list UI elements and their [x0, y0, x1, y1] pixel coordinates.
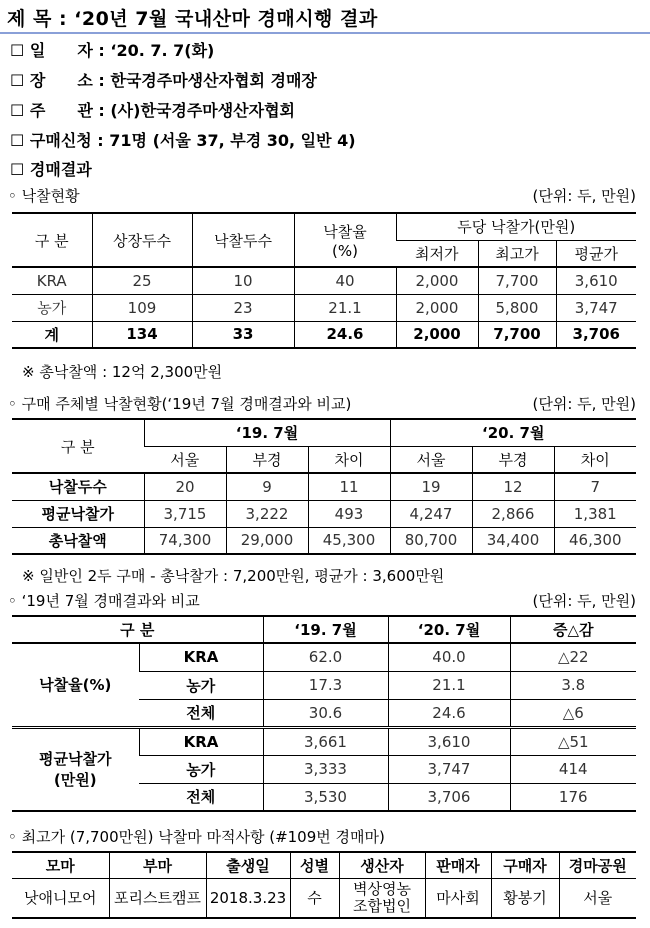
cell: 46,300	[554, 527, 636, 554]
t2-h-y20: ‘20. 7월	[390, 419, 636, 446]
cell: 109	[92, 294, 192, 321]
row-name: KRA	[12, 267, 92, 294]
cell: 1,381	[554, 500, 636, 527]
info-date: ☐ 일 자 : ‘20. 7. 7(화)	[10, 41, 215, 60]
cell: 3,747	[388, 755, 510, 783]
info-applicants: ☐ 구매신청 : 71명 (서울 37, 부경 30, 일반 4)	[10, 131, 356, 150]
cell: 24.6	[294, 321, 396, 348]
cell: 3,706	[556, 321, 636, 348]
cell: 3.8	[510, 671, 636, 699]
table-row	[12, 473, 636, 500]
info-place: ☐ 장 소 : 한국경주마생산자협회 경매장	[10, 71, 317, 90]
t1-heading: ◦ 낙찰현황	[8, 187, 80, 205]
t1-h-rate-label: 낙찰율	[323, 222, 367, 241]
cell: △51	[510, 727, 636, 755]
cell: 3,715	[144, 500, 226, 527]
row-name: 총낙찰액	[12, 527, 144, 554]
table-row	[12, 500, 636, 527]
table-row	[12, 878, 636, 918]
t3-group-avg-unit: (만원)	[53, 771, 97, 790]
t4-h-mare: 모마	[12, 852, 109, 878]
cell: 40	[294, 267, 396, 294]
t4-h-buyer: 구매자	[491, 852, 559, 878]
cell: 17.3	[263, 671, 388, 699]
t2-note: ※ 일반인 2두 구매 - 총낙찰가 : 7,200만원, 평균가 : 3,600만원	[22, 567, 445, 585]
cell: 33	[192, 321, 294, 348]
t3-group-avg	[12, 727, 139, 811]
info-host: ☐ 주 관 : (사)한국경주마생산자협회	[10, 101, 296, 120]
cell-buyer: 황봉기	[491, 878, 559, 918]
row-name: 전체	[139, 699, 263, 727]
document-title: 제 목 : ‘20년 7월 국내산마 경매시행 결과	[7, 8, 378, 30]
t1-note: ※ 총낙찰액 : 12억 2,300만원	[22, 363, 223, 381]
cell: 24.6	[388, 699, 510, 727]
t3-h-y19: ‘19. 7월	[263, 616, 388, 643]
cell: 34,400	[472, 527, 554, 554]
cell: 4,247	[390, 500, 472, 527]
t1-h-sold: 낙찰두수	[192, 213, 294, 267]
t1-h-min: 최저가	[396, 240, 478, 267]
row-name: 계	[12, 321, 92, 348]
t1-h-listed: 상장두수	[92, 213, 192, 267]
cell: 3,610	[556, 267, 636, 294]
t4-h-sire: 부마	[109, 852, 206, 878]
yearly-comparison-table	[12, 615, 636, 812]
row-name: 농가	[139, 755, 263, 783]
t4-h-birth: 출생일	[206, 852, 290, 878]
t4-heading: ◦ 최고가 (7,700만원) 낙찰마 마적사항 (#109번 경매마)	[8, 828, 385, 846]
breeder-line1: 벽상영농	[353, 879, 411, 898]
t3-h-gubun: 구 분	[12, 616, 263, 643]
t2-h-diff: 차이	[308, 446, 390, 473]
t4-h-seller: 판매자	[425, 852, 491, 878]
t1-h-gubun: 구 분	[12, 213, 92, 267]
row-name: 낙찰두수	[12, 473, 144, 500]
t2-h-seoul: 서울	[144, 446, 226, 473]
cell: △6	[510, 699, 636, 727]
t3-h-y20: ‘20. 7월	[388, 616, 510, 643]
row-name: KRA	[139, 643, 263, 671]
t3-group-rate: 낙찰율(%)	[12, 643, 139, 727]
top-horse-table	[12, 851, 636, 919]
table-row	[12, 727, 636, 755]
t3-heading: ◦ ‘19년 7월 경매결과와 비교	[8, 592, 200, 610]
info-results: ☐ 경매결과	[10, 160, 92, 179]
cell: 10	[192, 267, 294, 294]
cell: 25	[92, 267, 192, 294]
cell-sex: 수	[290, 878, 339, 918]
title-underline	[0, 32, 650, 34]
t2-h-bugyeong: 부경	[472, 446, 554, 473]
cell: 62.0	[263, 643, 388, 671]
cell: 74,300	[144, 527, 226, 554]
cell: 3,222	[226, 500, 308, 527]
cell-sire: 포리스트캠프	[109, 878, 206, 918]
buyer-status-table	[12, 418, 636, 555]
t3-h-chg: 증△감	[510, 616, 636, 643]
cell: 21.1	[294, 294, 396, 321]
cell: 5,800	[478, 294, 556, 321]
cell: 19	[390, 473, 472, 500]
row-name: 평균낙찰가	[12, 500, 144, 527]
cell: 3,530	[263, 783, 388, 811]
t4-h-breeder: 생산자	[339, 852, 425, 878]
cell: 2,000	[396, 267, 478, 294]
cell: 45,300	[308, 527, 390, 554]
t1-h-rate	[294, 213, 396, 267]
t2-h-diff: 차이	[554, 446, 636, 473]
cell: 3,661	[263, 727, 388, 755]
cell-mare: 낫애니모어	[12, 878, 109, 918]
cell: 20	[144, 473, 226, 500]
cell-park: 서울	[559, 878, 636, 918]
breeder-line2: 조합법인	[353, 896, 411, 915]
cell: 493	[308, 500, 390, 527]
cell: 7	[554, 473, 636, 500]
row-name: 농가	[139, 671, 263, 699]
cell: 7,700	[478, 321, 556, 348]
cell: 7,700	[478, 267, 556, 294]
table-row	[12, 527, 636, 554]
cell: 3,610	[388, 727, 510, 755]
cell: 3,333	[263, 755, 388, 783]
cell: 12	[472, 473, 554, 500]
t1-unit: (단위: 두, 만원)	[532, 187, 636, 205]
cell: 3,747	[556, 294, 636, 321]
cell: 21.1	[388, 671, 510, 699]
cell: 29,000	[226, 527, 308, 554]
cell: 9	[226, 473, 308, 500]
cell: 414	[510, 755, 636, 783]
t2-h-seoul: 서울	[390, 446, 472, 473]
cell: 11	[308, 473, 390, 500]
cell-breeder	[339, 878, 425, 918]
t4-h-park: 경마공원	[559, 852, 636, 878]
row-name: 농가	[12, 294, 92, 321]
row-name: KRA	[139, 727, 263, 755]
cell: 2,000	[396, 294, 478, 321]
t1-h-avg: 평균가	[556, 240, 636, 267]
cell: 23	[192, 294, 294, 321]
t2-h-bugyeong: 부경	[226, 446, 308, 473]
cell: 30.6	[263, 699, 388, 727]
cell: 2,000	[396, 321, 478, 348]
table-row	[12, 294, 636, 321]
cell: 2,866	[472, 500, 554, 527]
cell: 134	[92, 321, 192, 348]
cell: 3,706	[388, 783, 510, 811]
cell: △22	[510, 643, 636, 671]
t1-h-rate-unit: (%)	[332, 241, 358, 260]
t1-h-price: 두당 낙찰가(만원)	[396, 213, 636, 240]
t2-unit: (단위: 두, 만원)	[532, 395, 636, 413]
t1-h-max: 최고가	[478, 240, 556, 267]
table-row-total	[12, 321, 636, 348]
table-row	[12, 643, 636, 671]
t2-h-y19: ‘19. 7월	[144, 419, 390, 446]
row-name: 전체	[139, 783, 263, 811]
cell: 80,700	[390, 527, 472, 554]
cell-birth: 2018.3.23	[206, 878, 290, 918]
t3-unit: (단위: 두, 만원)	[532, 592, 636, 610]
cell: 176	[510, 783, 636, 811]
t2-heading: ◦ 구매 주체별 낙찰현황(‘19년 7월 경매결과와 비교)	[8, 395, 352, 413]
t3-group-avg-label: 평균낙찰가	[39, 750, 112, 769]
t4-h-sex: 성별	[290, 852, 339, 878]
table-row	[12, 267, 636, 294]
cell: 40.0	[388, 643, 510, 671]
bid-status-table	[12, 212, 636, 349]
cell-seller: 마사회	[425, 878, 491, 918]
t2-h-gubun: 구 분	[12, 419, 144, 473]
